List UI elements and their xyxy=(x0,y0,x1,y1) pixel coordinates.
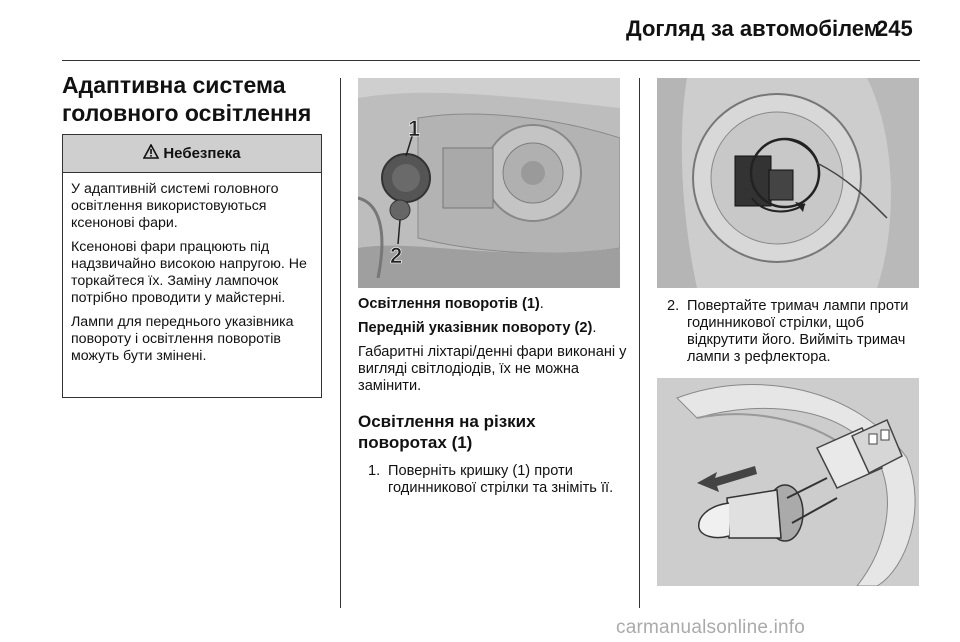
warning-paragraph-1: У адаптивній системі головного освітлення використовуються ксенонові фари. xyxy=(71,181,279,231)
caption-front-indicator: Передній указівник повороту (2). xyxy=(358,320,597,336)
led-paragraph: Габаритні ліхтарі/денні фари виконані у вигляді світлодіодів, їх не можна замінити. xyxy=(358,344,627,394)
warning-header xyxy=(63,135,321,173)
step-1 xyxy=(368,463,628,497)
step-2-text: Повертайте тримач лампи проти годинникової стрілки, щоб відкрутити його. Вийміть тримач лампи з рефлектора. xyxy=(687,298,909,365)
bulb-removal-figure xyxy=(657,378,919,586)
bulb-holder-figure xyxy=(657,78,919,288)
warning-paragraph-3: Лампи для переднього указівника повороту і освітлення поворотів можуть бути змінені. xyxy=(71,314,294,364)
headlamp-assembly-figure xyxy=(358,78,620,288)
warning-heading: Небезпека xyxy=(163,145,241,162)
step-1-number: 1. xyxy=(368,463,381,479)
warning-box xyxy=(62,134,322,398)
section-title: Адаптивна система головного освітлення xyxy=(62,72,312,126)
column-divider-right xyxy=(639,78,640,608)
figure-label-2: 2 xyxy=(390,243,403,268)
caption-cornering-light: Освітлення поворотів (1). xyxy=(358,296,544,312)
page-number: 245 xyxy=(876,16,913,41)
header-rule xyxy=(62,60,920,61)
right-column-text xyxy=(667,298,929,366)
warning-triangle-icon xyxy=(143,144,159,163)
column-divider-left xyxy=(340,78,341,608)
warning-paragraph-2: Ксенонові фари працюють під надзвичайно високою напругою. Не торкайтеся їх. Заміну лампочок потрібно проводити у майстерні. xyxy=(71,239,307,306)
step-2 xyxy=(667,298,929,366)
step-1-text: Поверніть кришку (1) проти годинникової стрілки та зніміть її. xyxy=(388,463,614,496)
middle-column-text xyxy=(358,296,628,497)
page-header-title: Догляд за автомобілем xyxy=(626,16,881,41)
subsection-title: Освітлення на різких поворотах (1) xyxy=(358,412,536,452)
figure-label-1: 1 xyxy=(408,116,421,141)
warning-body xyxy=(63,173,321,365)
step-2-number: 2. xyxy=(667,298,680,314)
watermark: carmanualsonline.info xyxy=(616,617,806,638)
